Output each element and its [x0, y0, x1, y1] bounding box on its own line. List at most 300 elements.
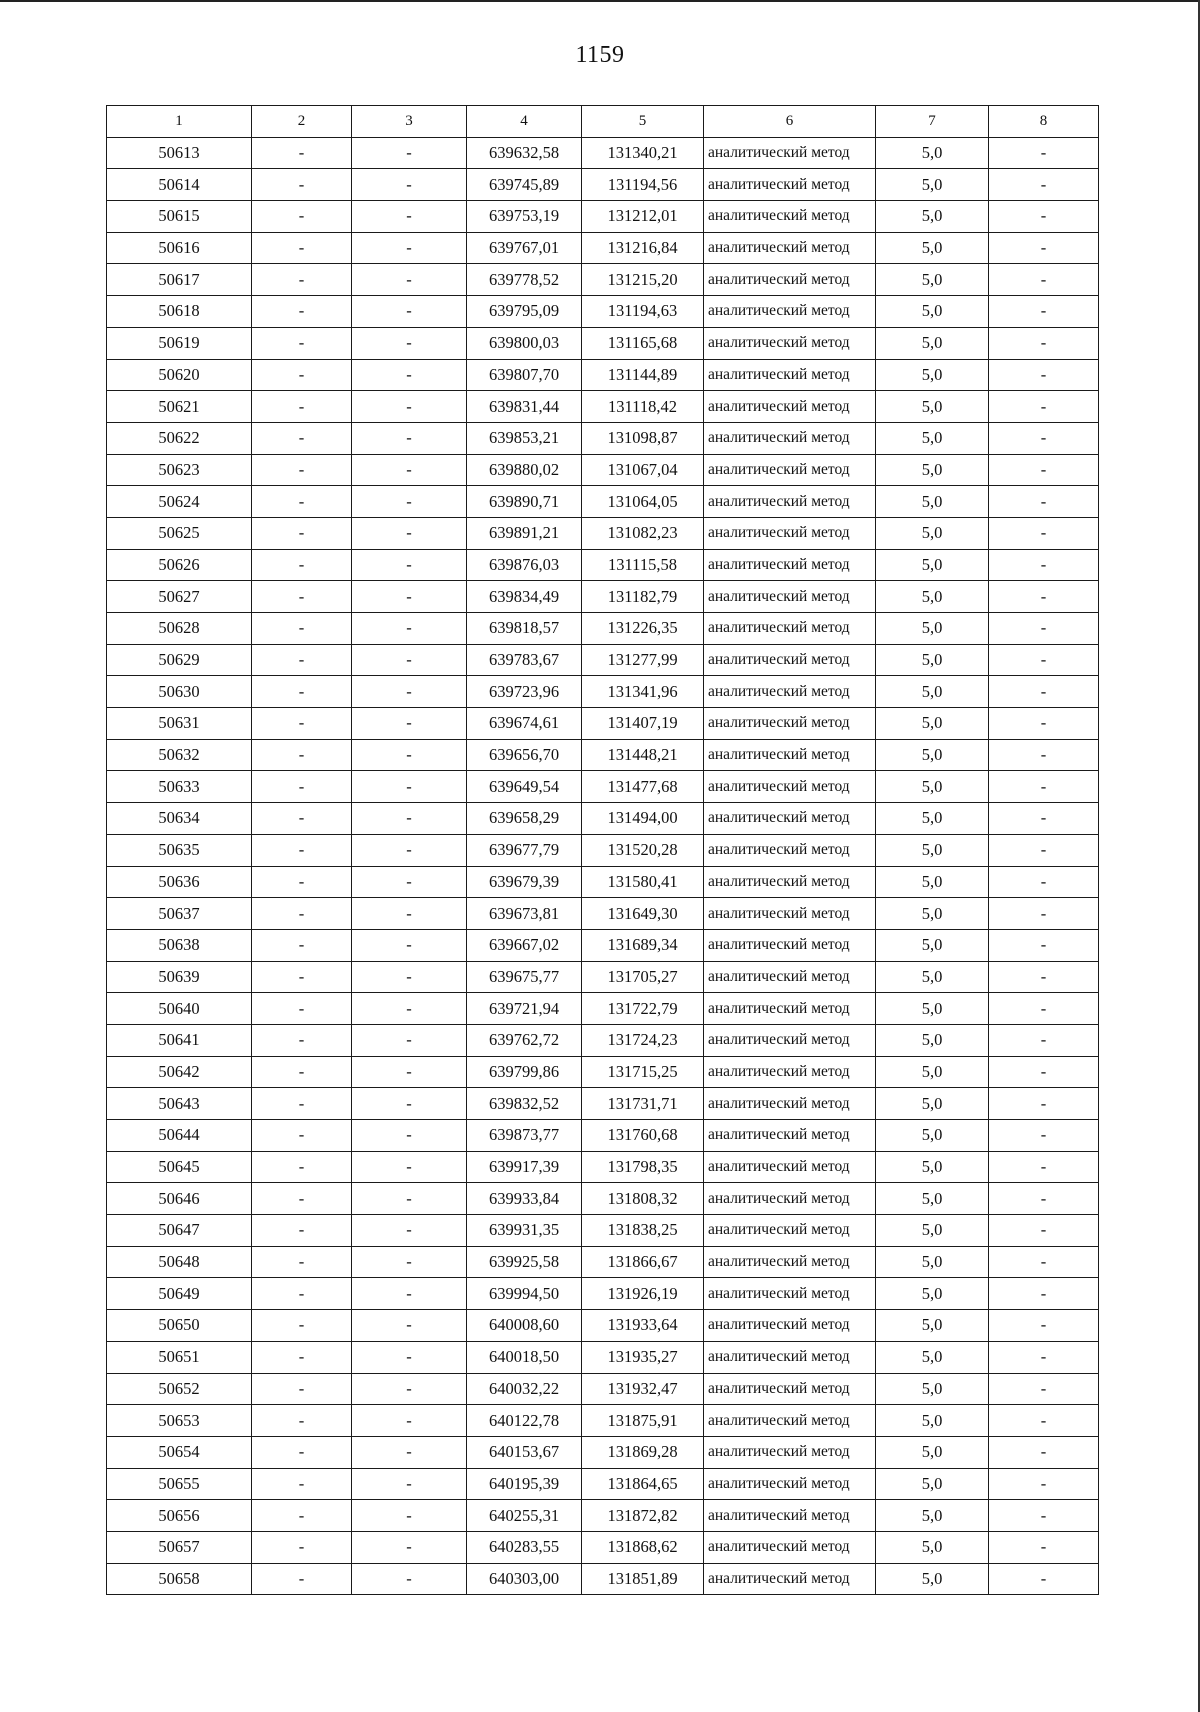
col3-value-cell: - [352, 771, 467, 803]
col8-value-cell: - [989, 137, 1099, 169]
accuracy-cell: 5,0 [876, 1088, 989, 1120]
col8-value-cell: - [989, 1310, 1099, 1342]
accuracy-cell: 5,0 [876, 993, 989, 1025]
accuracy-cell: 5,0 [876, 1468, 989, 1500]
point-number-cell: 50638 [107, 929, 252, 961]
point-number-cell: 50647 [107, 1215, 252, 1247]
x-coordinate-cell: 639818,57 [467, 613, 582, 645]
table-row [107, 961, 1099, 993]
point-number-cell: 50639 [107, 961, 252, 993]
col8-value-cell: - [989, 201, 1099, 233]
point-number-cell: 50624 [107, 486, 252, 518]
method-cell: аналитический метод [704, 486, 876, 518]
method-cell: аналитический метод [704, 264, 876, 296]
column-header: 4 [467, 106, 582, 138]
point-number-cell: 50622 [107, 422, 252, 454]
col2-value-cell: - [252, 834, 352, 866]
table-row [107, 137, 1099, 169]
accuracy-cell: 5,0 [876, 1531, 989, 1563]
col2-value-cell: - [252, 1151, 352, 1183]
table-row [107, 834, 1099, 866]
col3-value-cell: - [352, 1436, 467, 1468]
point-number-cell: 50648 [107, 1246, 252, 1278]
accuracy-cell: 5,0 [876, 613, 989, 645]
method-cell: аналитический метод [704, 613, 876, 645]
col3-value-cell: - [352, 834, 467, 866]
x-coordinate-cell: 640018,50 [467, 1341, 582, 1373]
method-cell: аналитический метод [704, 1373, 876, 1405]
y-coordinate-cell: 131933,64 [582, 1310, 704, 1342]
point-number-cell: 50633 [107, 771, 252, 803]
method-cell: аналитический метод [704, 708, 876, 740]
x-coordinate-cell: 640008,60 [467, 1310, 582, 1342]
table-row [107, 486, 1099, 518]
table-row [107, 993, 1099, 1025]
column-header: 5 [582, 106, 704, 138]
coordinates-table [106, 105, 1099, 1595]
col8-value-cell: - [989, 581, 1099, 613]
col2-value-cell: - [252, 454, 352, 486]
point-number-cell: 50614 [107, 169, 252, 201]
col2-value-cell: - [252, 1056, 352, 1088]
method-cell: аналитический метод [704, 422, 876, 454]
table-row [107, 454, 1099, 486]
y-coordinate-cell: 131798,35 [582, 1151, 704, 1183]
y-coordinate-cell: 131165,68 [582, 327, 704, 359]
y-coordinate-cell: 131926,19 [582, 1278, 704, 1310]
x-coordinate-cell: 640195,39 [467, 1468, 582, 1500]
method-cell: аналитический метод [704, 834, 876, 866]
col8-value-cell: - [989, 1468, 1099, 1500]
method-cell: аналитический метод [704, 1056, 876, 1088]
col8-value-cell: - [989, 486, 1099, 518]
point-number-cell: 50652 [107, 1373, 252, 1405]
point-number-cell: 50653 [107, 1405, 252, 1437]
col3-value-cell: - [352, 264, 467, 296]
point-number-cell: 50619 [107, 327, 252, 359]
col2-value-cell: - [252, 866, 352, 898]
accuracy-cell: 5,0 [876, 1056, 989, 1088]
y-coordinate-cell: 131215,20 [582, 264, 704, 296]
col3-value-cell: - [352, 644, 467, 676]
col8-value-cell: - [989, 549, 1099, 581]
col3-value-cell: - [352, 296, 467, 328]
col2-value-cell: - [252, 201, 352, 233]
col8-value-cell: - [989, 359, 1099, 391]
col2-value-cell: - [252, 803, 352, 835]
col2-value-cell: - [252, 1088, 352, 1120]
table-row [107, 898, 1099, 930]
method-cell: аналитический метод [704, 232, 876, 264]
x-coordinate-cell: 639658,29 [467, 803, 582, 835]
col3-value-cell: - [352, 1405, 467, 1437]
col2-value-cell: - [252, 264, 352, 296]
point-number-cell: 50646 [107, 1183, 252, 1215]
point-number-cell: 50626 [107, 549, 252, 581]
col2-value-cell: - [252, 1500, 352, 1532]
table-row [107, 676, 1099, 708]
col2-value-cell: - [252, 517, 352, 549]
col8-value-cell: - [989, 422, 1099, 454]
x-coordinate-cell: 639673,81 [467, 898, 582, 930]
y-coordinate-cell: 131705,27 [582, 961, 704, 993]
x-coordinate-cell: 640283,55 [467, 1531, 582, 1563]
col3-value-cell: - [352, 1278, 467, 1310]
x-coordinate-cell: 639649,54 [467, 771, 582, 803]
accuracy-cell: 5,0 [876, 803, 989, 835]
col2-value-cell: - [252, 739, 352, 771]
col3-value-cell: - [352, 739, 467, 771]
col3-value-cell: - [352, 803, 467, 835]
page-number: 1159 [575, 42, 625, 68]
col3-value-cell: - [352, 866, 467, 898]
y-coordinate-cell: 131864,65 [582, 1468, 704, 1500]
accuracy-cell: 5,0 [876, 422, 989, 454]
table-body [107, 137, 1099, 1595]
x-coordinate-cell: 639721,94 [467, 993, 582, 1025]
point-number-cell: 50629 [107, 644, 252, 676]
y-coordinate-cell: 131866,67 [582, 1246, 704, 1278]
table-header [107, 106, 1099, 138]
table-row [107, 1468, 1099, 1500]
y-coordinate-cell: 131064,05 [582, 486, 704, 518]
accuracy-cell: 5,0 [876, 1436, 989, 1468]
accuracy-cell: 5,0 [876, 1563, 989, 1595]
col2-value-cell: - [252, 1278, 352, 1310]
col8-value-cell: - [989, 169, 1099, 201]
accuracy-cell: 5,0 [876, 1246, 989, 1278]
col3-value-cell: - [352, 422, 467, 454]
col2-value-cell: - [252, 1024, 352, 1056]
y-coordinate-cell: 131869,28 [582, 1436, 704, 1468]
accuracy-cell: 5,0 [876, 517, 989, 549]
point-number-cell: 50644 [107, 1120, 252, 1152]
col8-value-cell: - [989, 1278, 1099, 1310]
method-cell: аналитический метод [704, 803, 876, 835]
table-row [107, 613, 1099, 645]
col3-value-cell: - [352, 517, 467, 549]
accuracy-cell: 5,0 [876, 201, 989, 233]
point-number-cell: 50658 [107, 1563, 252, 1595]
table-row [107, 581, 1099, 613]
table-row [107, 327, 1099, 359]
method-cell: аналитический метод [704, 201, 876, 233]
table-row [107, 1056, 1099, 1088]
x-coordinate-cell: 639667,02 [467, 929, 582, 961]
accuracy-cell: 5,0 [876, 454, 989, 486]
col8-value-cell: - [989, 961, 1099, 993]
y-coordinate-cell: 131731,71 [582, 1088, 704, 1120]
table-row [107, 1120, 1099, 1152]
col3-value-cell: - [352, 676, 467, 708]
point-number-cell: 50642 [107, 1056, 252, 1088]
method-cell: аналитический метод [704, 1500, 876, 1532]
col2-value-cell: - [252, 771, 352, 803]
point-number-cell: 50650 [107, 1310, 252, 1342]
x-coordinate-cell: 639674,61 [467, 708, 582, 740]
point-number-cell: 50651 [107, 1341, 252, 1373]
point-number-cell: 50627 [107, 581, 252, 613]
method-cell: аналитический метод [704, 1246, 876, 1278]
col8-value-cell: - [989, 296, 1099, 328]
col8-value-cell: - [989, 1056, 1099, 1088]
col3-value-cell: - [352, 993, 467, 1025]
col8-value-cell: - [989, 1151, 1099, 1183]
col8-value-cell: - [989, 1246, 1099, 1278]
point-number-cell: 50634 [107, 803, 252, 835]
header-row [107, 106, 1099, 138]
col2-value-cell: - [252, 929, 352, 961]
col8-value-cell: - [989, 327, 1099, 359]
col2-value-cell: - [252, 1563, 352, 1595]
col2-value-cell: - [252, 1373, 352, 1405]
table-row [107, 1024, 1099, 1056]
x-coordinate-cell: 639994,50 [467, 1278, 582, 1310]
table-row [107, 1183, 1099, 1215]
x-coordinate-cell: 639800,03 [467, 327, 582, 359]
x-coordinate-cell: 639807,70 [467, 359, 582, 391]
y-coordinate-cell: 131216,84 [582, 232, 704, 264]
accuracy-cell: 5,0 [876, 1183, 989, 1215]
table-row [107, 391, 1099, 423]
col2-value-cell: - [252, 613, 352, 645]
col2-value-cell: - [252, 961, 352, 993]
x-coordinate-cell: 640303,00 [467, 1563, 582, 1595]
table-row [107, 1310, 1099, 1342]
col2-value-cell: - [252, 1183, 352, 1215]
point-number-cell: 50618 [107, 296, 252, 328]
col8-value-cell: - [989, 993, 1099, 1025]
accuracy-cell: 5,0 [876, 1500, 989, 1532]
y-coordinate-cell: 131277,99 [582, 644, 704, 676]
col3-value-cell: - [352, 1310, 467, 1342]
accuracy-cell: 5,0 [876, 1278, 989, 1310]
point-number-cell: 50635 [107, 834, 252, 866]
method-cell: аналитический метод [704, 993, 876, 1025]
y-coordinate-cell: 131760,68 [582, 1120, 704, 1152]
y-coordinate-cell: 131194,63 [582, 296, 704, 328]
x-coordinate-cell: 639933,84 [467, 1183, 582, 1215]
col3-value-cell: - [352, 1500, 467, 1532]
x-coordinate-cell: 640255,31 [467, 1500, 582, 1532]
table-row [107, 517, 1099, 549]
column-header: 3 [352, 106, 467, 138]
x-coordinate-cell: 639745,89 [467, 169, 582, 201]
table-row [107, 1373, 1099, 1405]
method-cell: аналитический метод [704, 1341, 876, 1373]
x-coordinate-cell: 639795,09 [467, 296, 582, 328]
point-number-cell: 50630 [107, 676, 252, 708]
method-cell: аналитический метод [704, 676, 876, 708]
method-cell: аналитический метод [704, 1120, 876, 1152]
col8-value-cell: - [989, 644, 1099, 676]
point-number-cell: 50636 [107, 866, 252, 898]
col3-value-cell: - [352, 613, 467, 645]
col2-value-cell: - [252, 486, 352, 518]
y-coordinate-cell: 131477,68 [582, 771, 704, 803]
table-row [107, 1531, 1099, 1563]
table-row [107, 1215, 1099, 1247]
col2-value-cell: - [252, 644, 352, 676]
point-number-cell: 50632 [107, 739, 252, 771]
col3-value-cell: - [352, 1468, 467, 1500]
col2-value-cell: - [252, 327, 352, 359]
table-row [107, 201, 1099, 233]
col8-value-cell: - [989, 803, 1099, 835]
table-row [107, 708, 1099, 740]
col2-value-cell: - [252, 137, 352, 169]
method-cell: аналитический метод [704, 454, 876, 486]
col8-value-cell: - [989, 613, 1099, 645]
col3-value-cell: - [352, 454, 467, 486]
column-header: 8 [989, 106, 1099, 138]
col2-value-cell: - [252, 1341, 352, 1373]
y-coordinate-cell: 131872,82 [582, 1500, 704, 1532]
x-coordinate-cell: 639677,79 [467, 834, 582, 866]
accuracy-cell: 5,0 [876, 137, 989, 169]
accuracy-cell: 5,0 [876, 264, 989, 296]
point-number-cell: 50655 [107, 1468, 252, 1500]
accuracy-cell: 5,0 [876, 549, 989, 581]
method-cell: аналитический метод [704, 581, 876, 613]
method-cell: аналитический метод [704, 549, 876, 581]
col2-value-cell: - [252, 898, 352, 930]
y-coordinate-cell: 131067,04 [582, 454, 704, 486]
y-coordinate-cell: 131494,00 [582, 803, 704, 835]
method-cell: аналитический метод [704, 1468, 876, 1500]
point-number-cell: 50641 [107, 1024, 252, 1056]
x-coordinate-cell: 639767,01 [467, 232, 582, 264]
accuracy-cell: 5,0 [876, 327, 989, 359]
col8-value-cell: - [989, 1531, 1099, 1563]
col8-value-cell: - [989, 676, 1099, 708]
accuracy-cell: 5,0 [876, 834, 989, 866]
accuracy-cell: 5,0 [876, 771, 989, 803]
method-cell: аналитический метод [704, 1310, 876, 1342]
method-cell: аналитический метод [704, 771, 876, 803]
col3-value-cell: - [352, 327, 467, 359]
x-coordinate-cell: 639891,21 [467, 517, 582, 549]
table-row [107, 232, 1099, 264]
x-coordinate-cell: 639832,52 [467, 1088, 582, 1120]
col3-value-cell: - [352, 898, 467, 930]
y-coordinate-cell: 131144,89 [582, 359, 704, 391]
method-cell: аналитический метод [704, 169, 876, 201]
x-coordinate-cell: 639831,44 [467, 391, 582, 423]
col3-value-cell: - [352, 1024, 467, 1056]
col2-value-cell: - [252, 1215, 352, 1247]
method-cell: аналитический метод [704, 1024, 876, 1056]
col2-value-cell: - [252, 169, 352, 201]
point-number-cell: 50623 [107, 454, 252, 486]
col2-value-cell: - [252, 1436, 352, 1468]
method-cell: аналитический метод [704, 1151, 876, 1183]
col2-value-cell: - [252, 708, 352, 740]
accuracy-cell: 5,0 [876, 1215, 989, 1247]
column-header: 6 [704, 106, 876, 138]
col2-value-cell: - [252, 1310, 352, 1342]
point-number-cell: 50631 [107, 708, 252, 740]
col3-value-cell: - [352, 359, 467, 391]
table-row [107, 866, 1099, 898]
y-coordinate-cell: 131226,35 [582, 613, 704, 645]
y-coordinate-cell: 131194,56 [582, 169, 704, 201]
point-number-cell: 50654 [107, 1436, 252, 1468]
table-row [107, 1088, 1099, 1120]
y-coordinate-cell: 131341,96 [582, 676, 704, 708]
col8-value-cell: - [989, 929, 1099, 961]
point-number-cell: 50649 [107, 1278, 252, 1310]
col3-value-cell: - [352, 169, 467, 201]
method-cell: аналитический метод [704, 137, 876, 169]
table-row [107, 422, 1099, 454]
col8-value-cell: - [989, 1215, 1099, 1247]
y-coordinate-cell: 131182,79 [582, 581, 704, 613]
y-coordinate-cell: 131118,42 [582, 391, 704, 423]
col3-value-cell: - [352, 1341, 467, 1373]
table-row [107, 1278, 1099, 1310]
x-coordinate-cell: 639880,02 [467, 454, 582, 486]
col2-value-cell: - [252, 993, 352, 1025]
col3-value-cell: - [352, 137, 467, 169]
x-coordinate-cell: 639762,72 [467, 1024, 582, 1056]
method-cell: аналитический метод [704, 866, 876, 898]
col8-value-cell: - [989, 739, 1099, 771]
y-coordinate-cell: 131808,32 [582, 1183, 704, 1215]
col8-value-cell: - [989, 1563, 1099, 1595]
y-coordinate-cell: 131448,21 [582, 739, 704, 771]
col8-value-cell: - [989, 517, 1099, 549]
col3-value-cell: - [352, 961, 467, 993]
point-number-cell: 50628 [107, 613, 252, 645]
x-coordinate-cell: 639931,35 [467, 1215, 582, 1247]
point-number-cell: 50643 [107, 1088, 252, 1120]
x-coordinate-cell: 639917,39 [467, 1151, 582, 1183]
y-coordinate-cell: 131580,41 [582, 866, 704, 898]
table-row [107, 1405, 1099, 1437]
y-coordinate-cell: 131868,62 [582, 1531, 704, 1563]
col3-value-cell: - [352, 1531, 467, 1563]
col8-value-cell: - [989, 771, 1099, 803]
accuracy-cell: 5,0 [876, 929, 989, 961]
method-cell: аналитический метод [704, 1183, 876, 1215]
x-coordinate-cell: 639675,77 [467, 961, 582, 993]
col2-value-cell: - [252, 581, 352, 613]
point-number-cell: 50645 [107, 1151, 252, 1183]
col3-value-cell: - [352, 1563, 467, 1595]
point-number-cell: 50657 [107, 1531, 252, 1563]
method-cell: аналитический метод [704, 1531, 876, 1563]
x-coordinate-cell: 639876,03 [467, 549, 582, 581]
col2-value-cell: - [252, 232, 352, 264]
x-coordinate-cell: 639632,58 [467, 137, 582, 169]
col2-value-cell: - [252, 1405, 352, 1437]
accuracy-cell: 5,0 [876, 1373, 989, 1405]
table-row [107, 1436, 1099, 1468]
col3-value-cell: - [352, 1246, 467, 1278]
table-row [107, 359, 1099, 391]
x-coordinate-cell: 639890,71 [467, 486, 582, 518]
table-row [107, 296, 1099, 328]
col3-value-cell: - [352, 708, 467, 740]
column-header: 2 [252, 106, 352, 138]
x-coordinate-cell: 640032,22 [467, 1373, 582, 1405]
accuracy-cell: 5,0 [876, 708, 989, 740]
accuracy-cell: 5,0 [876, 296, 989, 328]
accuracy-cell: 5,0 [876, 359, 989, 391]
point-number-cell: 50616 [107, 232, 252, 264]
y-coordinate-cell: 131082,23 [582, 517, 704, 549]
